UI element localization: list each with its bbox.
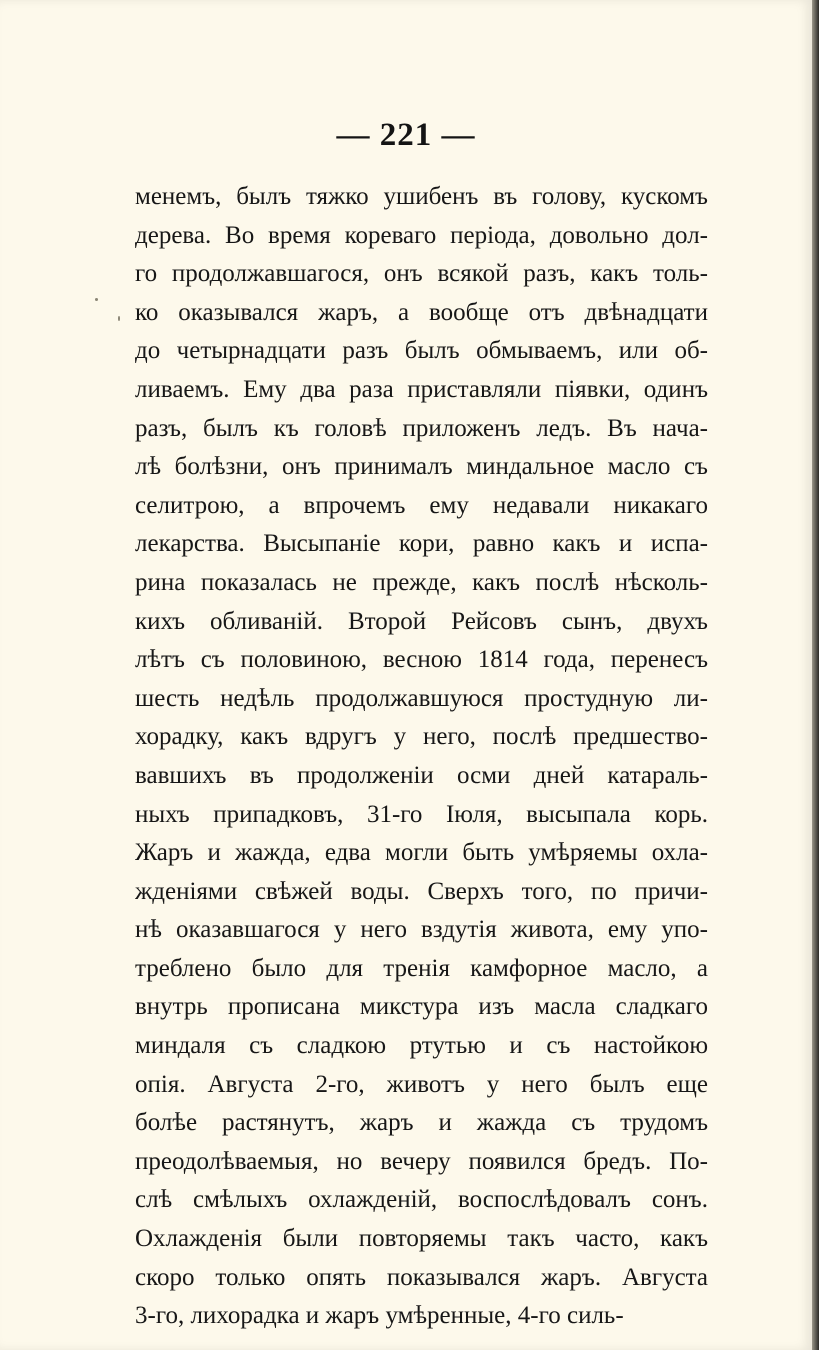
text-line: ливаемъ. Ему два раза приставляли піявки, одинъ bbox=[135, 375, 708, 403]
text-line: до четырнадцати разъ былъ обмываемъ, или об- bbox=[135, 337, 708, 365]
text-line: Охлажденія были повторяемы такъ часто, какъ bbox=[135, 1225, 708, 1253]
text-line: рина показалась не прежде, какъ послѣ нѣсколь- bbox=[135, 568, 708, 596]
text-line: Жаръ и жажда, едва могли быть умѣряемы охла- bbox=[135, 839, 708, 867]
ink-speck bbox=[95, 298, 98, 301]
text-line: кихъ обливаній. Второй Рейсовъ сынъ, двухъ bbox=[135, 607, 708, 635]
page-number: — 221 — bbox=[336, 117, 476, 153]
text-line: лѣтъ съ половиною, весною 1814 года, перенесъ bbox=[135, 646, 708, 674]
text-line: миндаля съ сладкою ртутью и съ настойкою bbox=[135, 1032, 708, 1060]
text-line: вавшихъ въ продолженіи осми дней катараль- bbox=[135, 761, 708, 789]
text-line: го продолжавшагося, онъ всякой разъ, какъ толь- bbox=[135, 260, 708, 288]
text-line: ныхъ припадковъ, 31-го Іюля, высыпала корь. bbox=[135, 800, 708, 828]
text-line: шесть недѣль продолжавшуюся простудную ли- bbox=[135, 684, 708, 712]
text-line: треблено было для тренія камфорное масло, а bbox=[135, 954, 708, 982]
text-line: преодолѣваемыя, но вечеру появился бредъ. По- bbox=[135, 1147, 708, 1175]
page-text bbox=[135, 178, 708, 1336]
text-line: ко оказывался жаръ, а вообще отъ двѣнадцати bbox=[135, 298, 708, 326]
text-line: слѣ смѣлыхъ охлажденій, воспослѣдовалъ сонъ. bbox=[135, 1186, 708, 1214]
text-line: лѣ болѣзни, онъ принималъ миндальное масло съ bbox=[135, 453, 708, 481]
ink-speck bbox=[118, 316, 120, 321]
text-line: внутрь прописана микстура изъ масла сладкаго bbox=[135, 993, 708, 1021]
text-line: скоро только опять показывался жаръ. Августа bbox=[135, 1263, 708, 1291]
text-line: лекарства. Высыпаніе кори, равно какъ и испа- bbox=[135, 530, 708, 558]
text-line: жденіями свѣжей воды. Сверхъ того, по причи- bbox=[135, 877, 708, 905]
text-line: 3-го, лихорадка и жаръ умѣренные, 4-го силь- bbox=[135, 1302, 624, 1330]
text-line: дерева. Во время кореваго періода, довольно дол- bbox=[135, 221, 708, 249]
text-line: хорадку, какъ вдругъ у него, послѣ предшество- bbox=[135, 723, 708, 751]
text-line: разъ, былъ къ головѣ приложенъ ледъ. Въ нача- bbox=[135, 414, 708, 442]
book-edge bbox=[812, 0, 819, 1350]
text-line: менемъ, былъ тяжко ушибенъ въ голову, кускомъ bbox=[135, 183, 708, 210]
text-line: селитрою, а впрочемъ ему недавали никакаго bbox=[135, 491, 708, 519]
text-line: нѣ оказавшагося у него вздутія живота, ему упо- bbox=[135, 916, 708, 944]
text-line: опія. Августа 2-го, животъ у него былъ еще bbox=[135, 1070, 708, 1098]
text-line: болѣе растянутъ, жаръ и жажда съ трудомъ bbox=[135, 1109, 708, 1137]
